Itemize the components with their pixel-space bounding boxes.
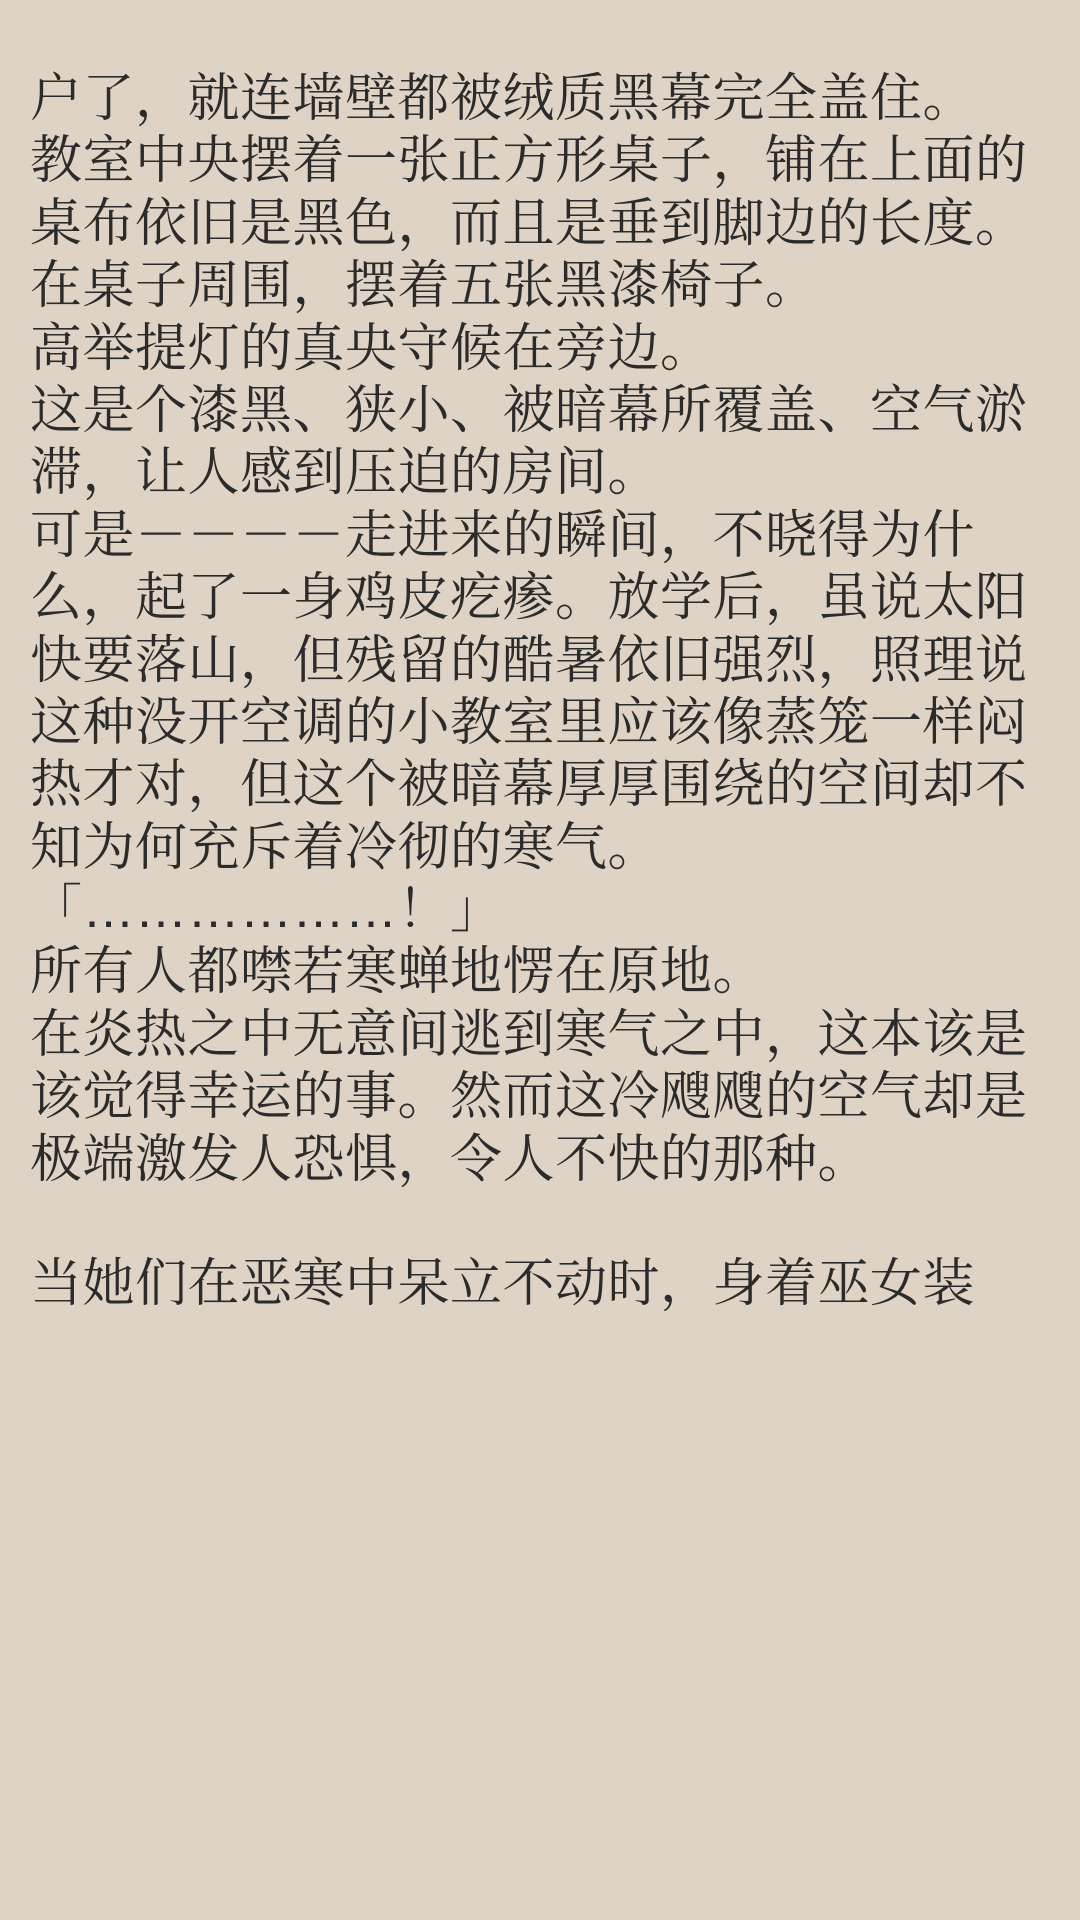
paragraph: 所有人都噤若寒蝉地愣在原地。 [30, 943, 766, 1002]
paragraph-spacer [30, 1191, 1050, 1253]
paragraph: 「………………！」 [30, 881, 503, 940]
paragraph: 在炎热之中无意间逃到寒气之中，这本该是该觉得幸运的事。然而这冷飕飕的空气却是极端激发人恐惧，令人不快的那种。 [30, 1005, 1028, 1189]
paragraph: 高举提灯的真央守候在旁边。 [30, 319, 713, 378]
paragraph: 当她们在恶寒中呆立不动时，身着巫女装 [30, 1255, 976, 1314]
paragraph: 教室中央摆着一张正方形桌子，铺在上面的桌布依旧是黑色，而且是垂到脚边的长度。 [30, 132, 1028, 253]
paragraph: 这是个漆黑、狭小、被暗幕所覆盖、空气淤滞，让人感到压迫的房间。 [30, 381, 1028, 503]
paragraph: 可是－－－－走进来的瞬间，不晓得为什么，起了一身鸡皮疙瘆。放学后，虽说太阳快要落山，但残留的酷暑依旧强烈，照理说这种没开空调的小教室里应该像蒸笼一样闷热才对，但这个被暗幕厚厚围绕的空间却不知为何充斥着冷彻的寒气。 [30, 506, 1028, 877]
paragraph: 在桌子周围，摆着五张黑漆椅子。 [30, 257, 818, 316]
page-text-body [30, 68, 1050, 1315]
paragraph: 户了，就连墙壁都被绒质黑幕完全盖住。 [30, 70, 976, 128]
